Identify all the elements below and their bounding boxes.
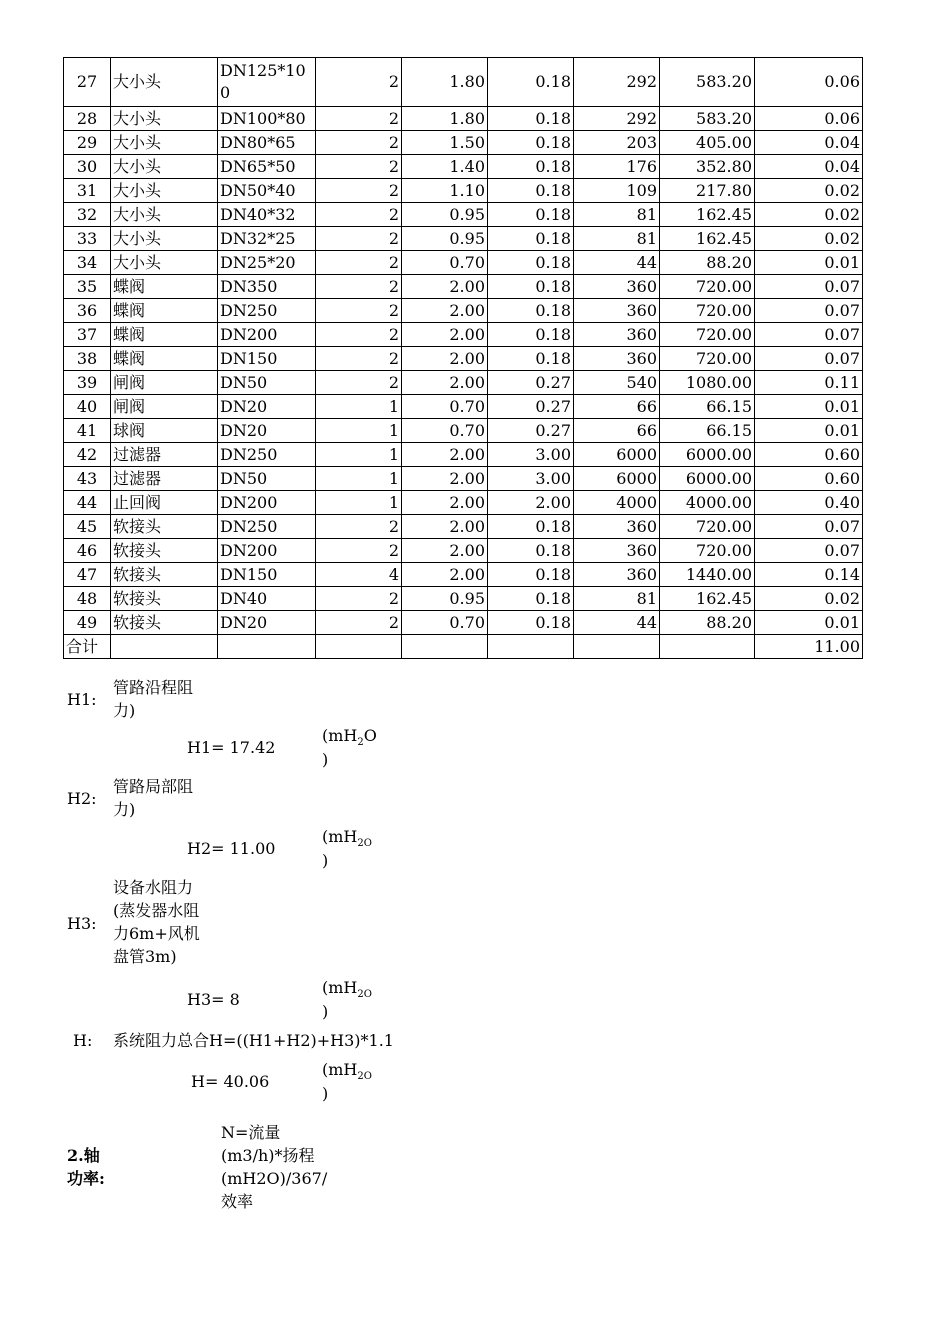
cell-name: 大小头 [111, 107, 218, 131]
table-row [64, 203, 863, 227]
cell-qty: 1 [316, 443, 402, 467]
cell-e: 0.40 [755, 491, 863, 515]
cell-c: 44 [574, 611, 660, 635]
cell-name: 蝶阀 [111, 275, 218, 299]
cell-a: 2.00 [402, 563, 488, 587]
cell-qty: 2 [316, 227, 402, 251]
cell-qty: 2 [316, 179, 402, 203]
empty-cell [316, 635, 402, 659]
empty-cell [402, 635, 488, 659]
cell-spec: DN150 [218, 563, 316, 587]
cell-name: 球阀 [111, 419, 218, 443]
cell-name: 软接头 [111, 611, 218, 635]
table-row [64, 179, 863, 203]
cell-name: 软接头 [111, 539, 218, 563]
cell-a: 0.70 [402, 251, 488, 275]
cell-spec: DN25*20 [218, 251, 316, 275]
cell-d: 720.00 [660, 347, 755, 371]
cell-no: 33 [64, 227, 111, 251]
empty-cell [111, 635, 218, 659]
cell-qty: 1 [316, 395, 402, 419]
cell-no: 37 [64, 323, 111, 347]
cell-c: 81 [574, 227, 660, 251]
cell-b: 0.18 [488, 563, 574, 587]
h-unit-close: ) [322, 1084, 329, 1103]
cell-no: 28 [64, 107, 111, 131]
table-row [64, 467, 863, 491]
cell-d: 66.15 [660, 419, 755, 443]
cell-a: 1.80 [402, 58, 488, 107]
cell-c: 360 [574, 515, 660, 539]
cell-e: 0.04 [755, 131, 863, 155]
cell-c: 4000 [574, 491, 660, 515]
cell-e: 0.11 [755, 371, 863, 395]
cell-e: 0.07 [755, 347, 863, 371]
cell-spec: DN125*100 [218, 58, 316, 107]
cell-no: 44 [64, 491, 111, 515]
cell-b: 0.18 [488, 227, 574, 251]
cell-d: 6000.00 [660, 467, 755, 491]
table-row [64, 539, 863, 563]
cell-name: 闸阀 [111, 371, 218, 395]
h1-unit-close: ) [322, 750, 329, 769]
table-row [64, 275, 863, 299]
shaft-power-formula: N=流量(m3/h)*扬程(mH2O)/367/效率 [221, 1123, 328, 1211]
cell-c: 81 [574, 587, 660, 611]
cell-c: 66 [574, 395, 660, 419]
cell-qty: 2 [316, 611, 402, 635]
cell-c: 203 [574, 131, 660, 155]
table-row [64, 251, 863, 275]
cell-d: 720.00 [660, 323, 755, 347]
table-row [64, 58, 863, 107]
cell-d: 88.20 [660, 251, 755, 275]
cell-d: 720.00 [660, 515, 755, 539]
cell-no: 48 [64, 587, 111, 611]
cell-spec: DN200 [218, 491, 316, 515]
cell-c: 540 [574, 371, 660, 395]
cell-b: 0.18 [488, 347, 574, 371]
cell-name: 蝶阀 [111, 347, 218, 371]
cell-qty: 1 [316, 467, 402, 491]
table-row [64, 491, 863, 515]
table-row [64, 323, 863, 347]
cell-qty: 2 [316, 131, 402, 155]
cell-d: 583.20 [660, 107, 755, 131]
cell-b: 0.18 [488, 323, 574, 347]
h1-unit: ($mH_2O$ [322, 726, 377, 749]
cell-c: 6000 [574, 443, 660, 467]
table-row [64, 443, 863, 467]
h2-unit-close: ) [322, 851, 329, 870]
cell-name: 大小头 [111, 58, 218, 107]
cell-spec: DN250 [218, 299, 316, 323]
cell-qty: 1 [316, 491, 402, 515]
cell-a: 2.00 [402, 347, 488, 371]
cell-d: 720.00 [660, 275, 755, 299]
cell-d: 405.00 [660, 131, 755, 155]
total-label: 合计 [64, 635, 111, 659]
cell-name: 闸阀 [111, 395, 218, 419]
total-row [64, 635, 863, 659]
cell-qty: 2 [316, 58, 402, 107]
cell-qty: 2 [316, 107, 402, 131]
cell-qty: 2 [316, 155, 402, 179]
cell-qty: 2 [316, 515, 402, 539]
cell-name: 过滤器 [111, 467, 218, 491]
cell-d: 352.80 [660, 155, 755, 179]
h2-tag: H2: [67, 789, 97, 808]
cell-name: 软接头 [111, 587, 218, 611]
cell-qty: 2 [316, 323, 402, 347]
cell-e: 0.07 [755, 299, 863, 323]
cell-name: 大小头 [111, 155, 218, 179]
cell-spec: DN350 [218, 275, 316, 299]
table-row [64, 131, 863, 155]
h3-tag: H3: [67, 914, 97, 933]
cell-d: 66.15 [660, 395, 755, 419]
cell-e: 0.04 [755, 155, 863, 179]
cell-b: 0.18 [488, 299, 574, 323]
cell-qty: 1 [316, 419, 402, 443]
h3-unit-close: ) [322, 1002, 329, 1021]
cell-spec: DN200 [218, 323, 316, 347]
cell-no: 43 [64, 467, 111, 491]
cell-b: 0.18 [488, 611, 574, 635]
cell-qty: 2 [316, 299, 402, 323]
cell-name: 过滤器 [111, 443, 218, 467]
empty-cell [574, 635, 660, 659]
cell-e: 0.02 [755, 587, 863, 611]
cell-b: 0.27 [488, 419, 574, 443]
cell-b: 0.18 [488, 107, 574, 131]
cell-name: 大小头 [111, 227, 218, 251]
cell-name: 蝶阀 [111, 299, 218, 323]
cell-spec: DN20 [218, 419, 316, 443]
table-row [64, 347, 863, 371]
table-row [64, 587, 863, 611]
table-body [64, 58, 863, 659]
empty-cell [660, 635, 755, 659]
table-row [64, 371, 863, 395]
cell-no: 39 [64, 371, 111, 395]
cell-a: 2.00 [402, 299, 488, 323]
cell-spec: DN40*32 [218, 203, 316, 227]
table-row [64, 563, 863, 587]
h2-equation: H2= 11.00 [187, 839, 276, 858]
cell-no: 41 [64, 419, 111, 443]
cell-no: 40 [64, 395, 111, 419]
cell-e: 0.02 [755, 203, 863, 227]
cell-spec: DN250 [218, 443, 316, 467]
shaft-power-label: 2.轴功率: [67, 1146, 105, 1188]
cell-a: 1.50 [402, 131, 488, 155]
table-row [64, 155, 863, 179]
cell-b: 0.27 [488, 371, 574, 395]
cell-c: 292 [574, 107, 660, 131]
cell-no: 49 [64, 611, 111, 635]
cell-c: 360 [574, 275, 660, 299]
cell-b: 0.18 [488, 275, 574, 299]
h1-equation: H1= 17.42 [187, 738, 276, 757]
cell-name: 大小头 [111, 203, 218, 227]
table-row [64, 515, 863, 539]
cell-qty: 2 [316, 539, 402, 563]
cell-b: 0.18 [488, 179, 574, 203]
total-value: 11.00 [755, 635, 863, 659]
cell-no: 47 [64, 563, 111, 587]
cell-e: 0.60 [755, 467, 863, 491]
cell-e: 0.01 [755, 395, 863, 419]
cell-e: 0.07 [755, 275, 863, 299]
cell-spec: DN250 [218, 515, 316, 539]
cell-e: 0.07 [755, 539, 863, 563]
cell-a: 0.95 [402, 227, 488, 251]
cell-c: 360 [574, 539, 660, 563]
cell-b: 0.18 [488, 251, 574, 275]
table-row [64, 395, 863, 419]
cell-qty: 2 [316, 371, 402, 395]
cell-name: 软接头 [111, 563, 218, 587]
cell-name: 大小头 [111, 179, 218, 203]
cell-d: 720.00 [660, 299, 755, 323]
cell-qty: 2 [316, 203, 402, 227]
h1-tag: H1: [67, 690, 97, 709]
cell-a: 2.00 [402, 467, 488, 491]
cell-spec: DN100*80 [218, 107, 316, 131]
cell-e: 0.01 [755, 611, 863, 635]
cell-qty: 2 [316, 275, 402, 299]
h-unit: ($mH_{2O}$ [322, 1060, 372, 1083]
cell-name: 止回阀 [111, 491, 218, 515]
cell-no: 38 [64, 347, 111, 371]
h-description: 系统阻力总合H=((H1+H2)+H3)*1.1 [113, 1031, 394, 1050]
cell-c: 81 [574, 203, 660, 227]
cell-b: 0.18 [488, 155, 574, 179]
cell-b: 2.00 [488, 491, 574, 515]
table-row [64, 227, 863, 251]
cell-d: 1440.00 [660, 563, 755, 587]
cell-d: 1080.00 [660, 371, 755, 395]
cell-c: 66 [574, 419, 660, 443]
cell-b: 3.00 [488, 467, 574, 491]
cell-c: 44 [574, 251, 660, 275]
cell-no: 27 [64, 58, 111, 107]
h3-description: 设备水阻力(蒸发器水阻力6m+风机盘管3m) [113, 878, 200, 966]
cell-a: 0.70 [402, 611, 488, 635]
cell-no: 34 [64, 251, 111, 275]
cell-b: 0.18 [488, 515, 574, 539]
cell-d: 583.20 [660, 58, 755, 107]
cell-no: 42 [64, 443, 111, 467]
cell-spec: DN40 [218, 587, 316, 611]
cell-a: 2.00 [402, 539, 488, 563]
cell-spec: DN20 [218, 395, 316, 419]
cell-a: 2.00 [402, 491, 488, 515]
cell-name: 大小头 [111, 131, 218, 155]
cell-a: 1.80 [402, 107, 488, 131]
cell-d: 720.00 [660, 539, 755, 563]
cell-a: 1.10 [402, 179, 488, 203]
cell-c: 109 [574, 179, 660, 203]
cell-spec: DN200 [218, 539, 316, 563]
cell-no: 29 [64, 131, 111, 155]
cell-b: 0.18 [488, 539, 574, 563]
cell-no: 30 [64, 155, 111, 179]
cell-e: 0.01 [755, 419, 863, 443]
cell-a: 2.00 [402, 443, 488, 467]
cell-spec: DN80*65 [218, 131, 316, 155]
h-equation: H= 40.06 [191, 1072, 270, 1091]
cell-c: 292 [574, 58, 660, 107]
cell-d: 162.45 [660, 587, 755, 611]
cell-b: 3.00 [488, 443, 574, 467]
cell-e: 0.06 [755, 58, 863, 107]
cell-spec: DN20 [218, 611, 316, 635]
cell-name: 蝶阀 [111, 323, 218, 347]
cell-a: 2.00 [402, 515, 488, 539]
cell-no: 45 [64, 515, 111, 539]
cell-e: 0.07 [755, 323, 863, 347]
cell-a: 2.00 [402, 371, 488, 395]
cell-b: 0.18 [488, 587, 574, 611]
cell-d: 162.45 [660, 227, 755, 251]
table-row [64, 107, 863, 131]
cell-c: 360 [574, 347, 660, 371]
cell-no: 31 [64, 179, 111, 203]
cell-a: 1.40 [402, 155, 488, 179]
cell-c: 360 [574, 299, 660, 323]
cell-d: 217.80 [660, 179, 755, 203]
cell-spec: DN32*25 [218, 227, 316, 251]
fittings-table [63, 57, 863, 659]
cell-spec: DN50 [218, 467, 316, 491]
cell-e: 0.02 [755, 227, 863, 251]
cell-no: 32 [64, 203, 111, 227]
table-row [64, 299, 863, 323]
cell-e: 0.01 [755, 251, 863, 275]
cell-a: 2.00 [402, 323, 488, 347]
table-row [64, 419, 863, 443]
cell-b: 0.18 [488, 58, 574, 107]
cell-a: 0.70 [402, 395, 488, 419]
cell-e: 0.02 [755, 179, 863, 203]
cell-qty: 2 [316, 587, 402, 611]
cell-name: 软接头 [111, 515, 218, 539]
cell-a: 2.00 [402, 275, 488, 299]
cell-no: 46 [64, 539, 111, 563]
h3-unit: ($mH_{2O}$ [322, 978, 372, 1001]
cell-a: 0.70 [402, 419, 488, 443]
cell-d: 4000.00 [660, 491, 755, 515]
h1-description: 管路沿程阻力) [113, 678, 194, 720]
cell-d: 162.45 [660, 203, 755, 227]
empty-cell [488, 635, 574, 659]
cell-spec: DN150 [218, 347, 316, 371]
h2-unit: ($mH_{2O}$ [322, 827, 372, 850]
cell-d: 88.20 [660, 611, 755, 635]
cell-qty: 4 [316, 563, 402, 587]
cell-c: 360 [574, 563, 660, 587]
cell-b: 0.27 [488, 395, 574, 419]
cell-spec: DN65*50 [218, 155, 316, 179]
cell-c: 176 [574, 155, 660, 179]
cell-e: 0.14 [755, 563, 863, 587]
cell-no: 35 [64, 275, 111, 299]
cell-a: 0.95 [402, 587, 488, 611]
cell-e: 0.07 [755, 515, 863, 539]
cell-e: 0.06 [755, 107, 863, 131]
cell-name: 大小头 [111, 251, 218, 275]
cell-qty: 2 [316, 347, 402, 371]
cell-qty: 2 [316, 251, 402, 275]
cell-b: 0.18 [488, 203, 574, 227]
cell-d: 6000.00 [660, 443, 755, 467]
cell-spec: DN50 [218, 371, 316, 395]
cell-spec: DN50*40 [218, 179, 316, 203]
cell-b: 0.18 [488, 131, 574, 155]
empty-cell [218, 635, 316, 659]
cell-c: 360 [574, 323, 660, 347]
table-row [64, 611, 863, 635]
cell-c: 6000 [574, 467, 660, 491]
cell-no: 36 [64, 299, 111, 323]
cell-e: 0.60 [755, 443, 863, 467]
h3-equation: H3= 8 [187, 990, 240, 1009]
h2-description: 管路局部阻力) [113, 777, 194, 819]
h-tag: H: [73, 1031, 93, 1050]
cell-a: 0.95 [402, 203, 488, 227]
